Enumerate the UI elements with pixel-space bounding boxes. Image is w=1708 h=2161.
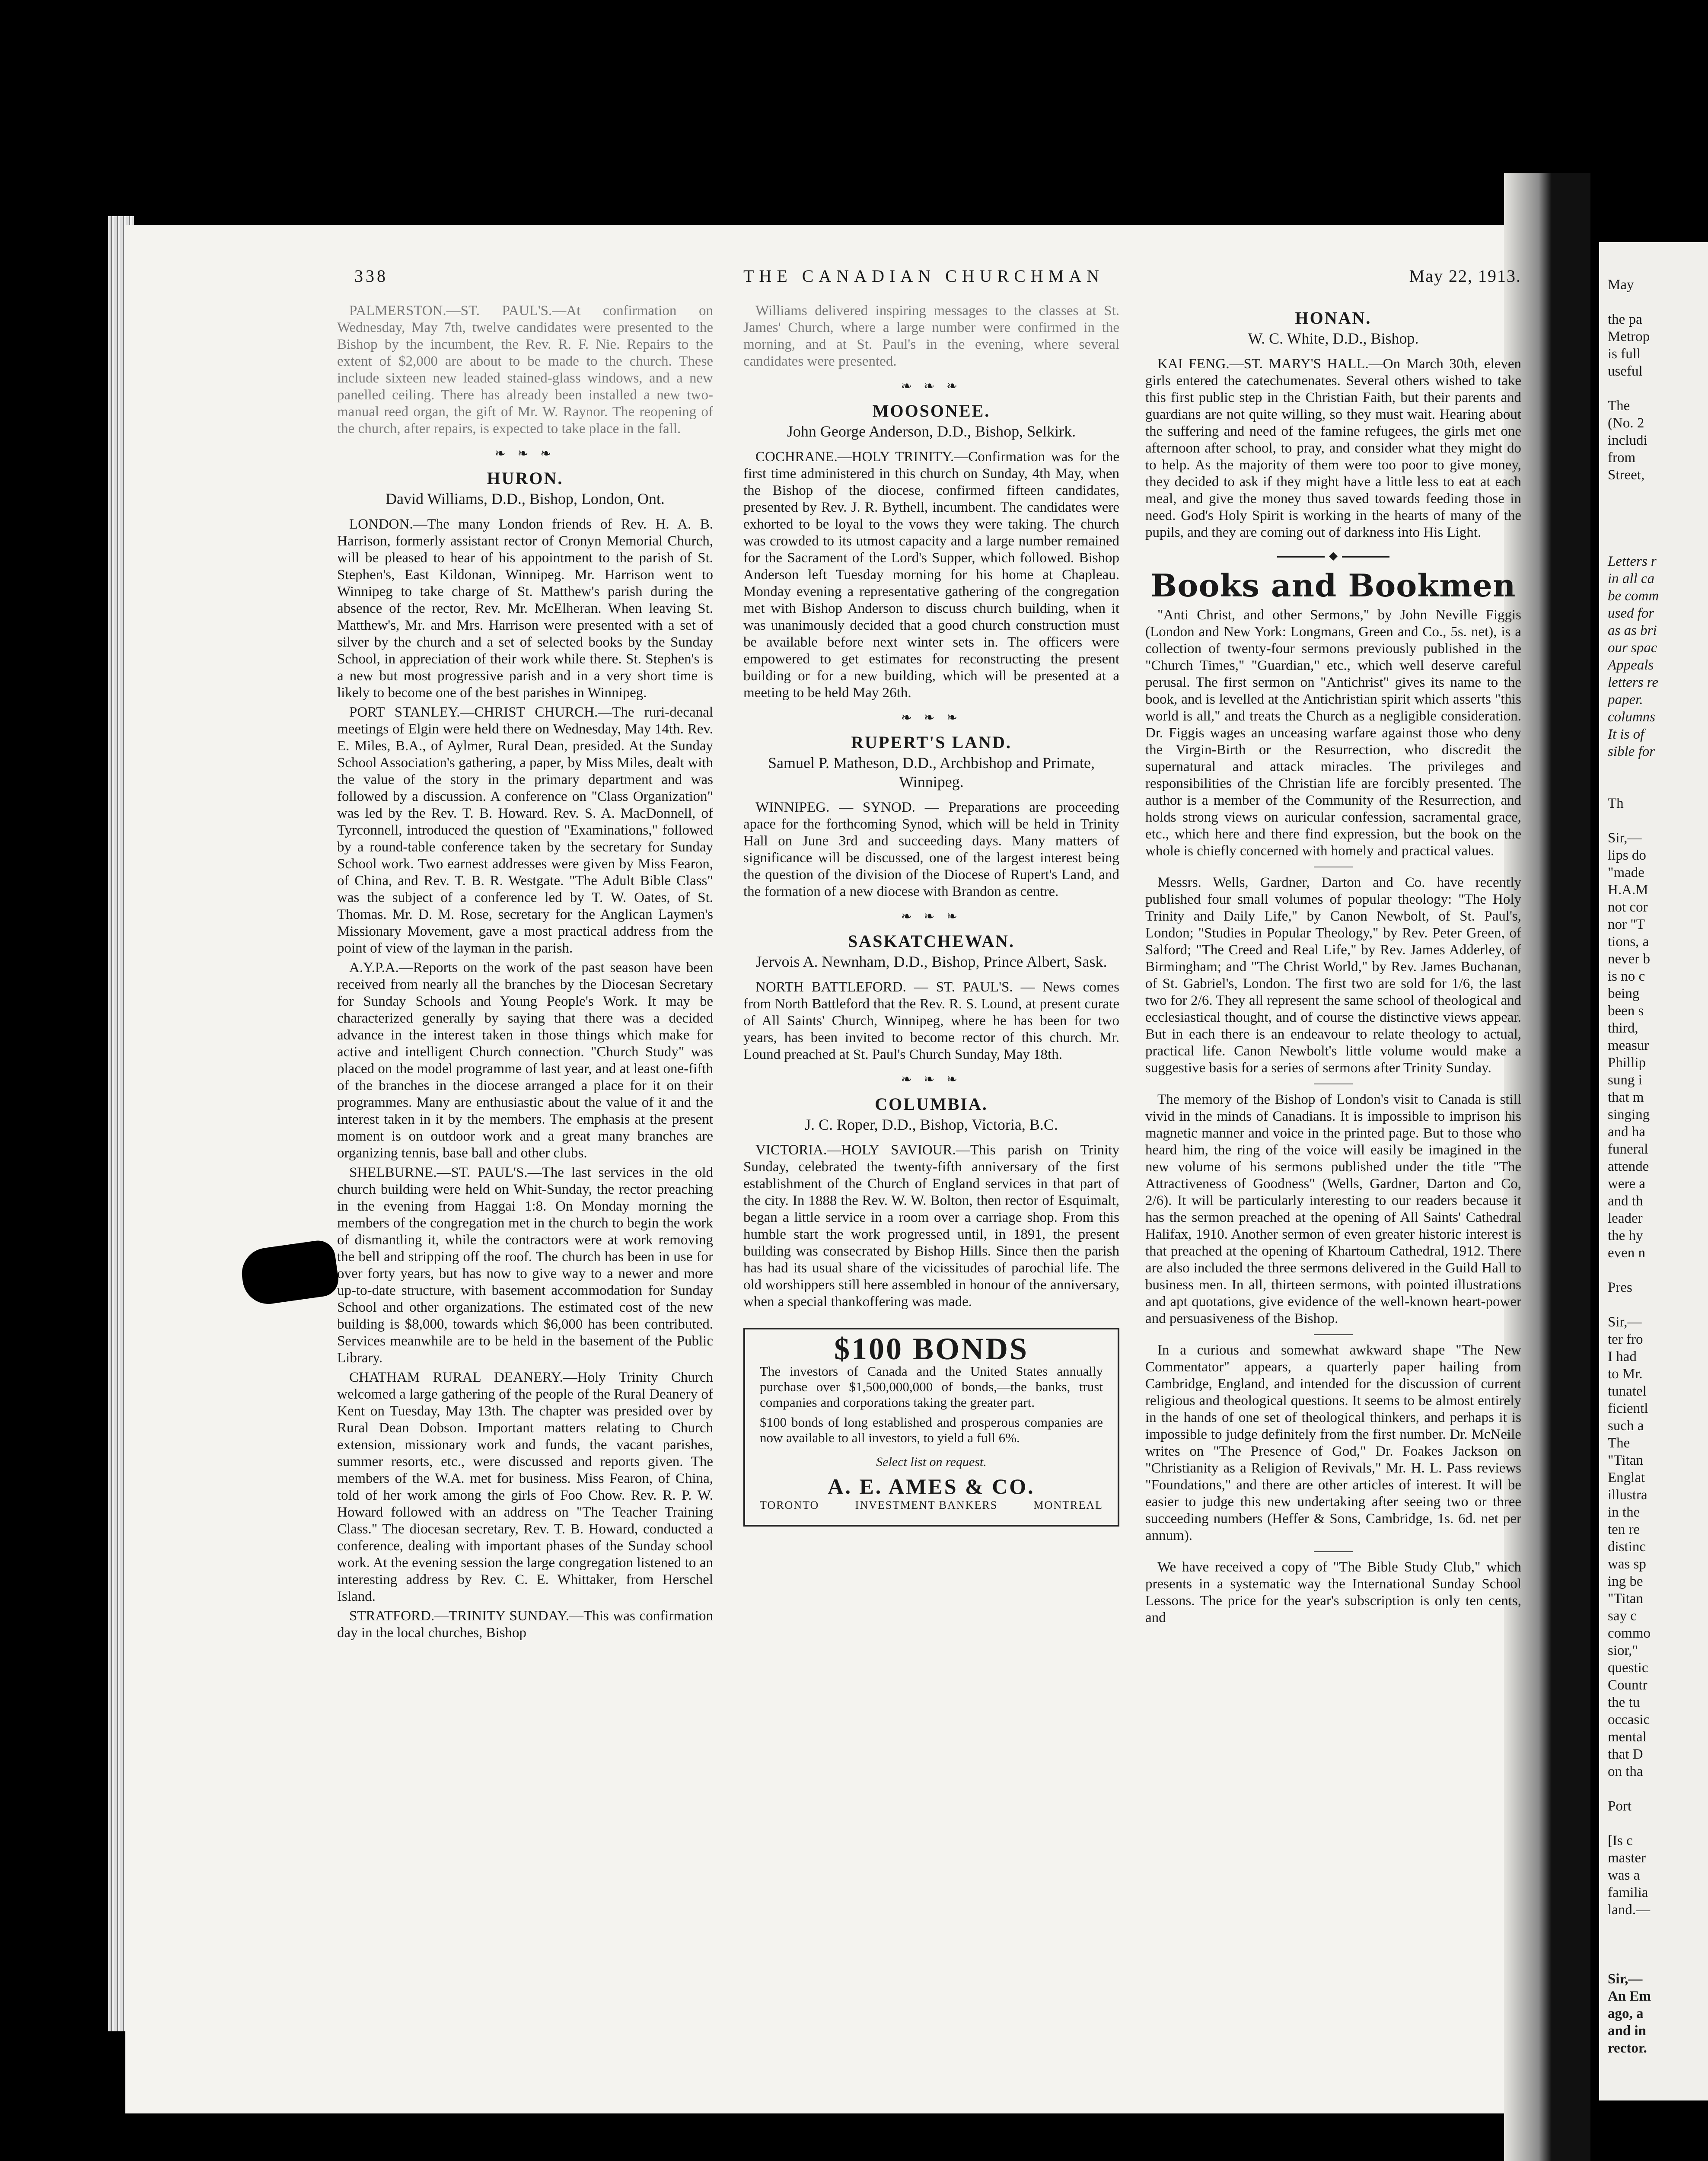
facing-page-line: May bbox=[1608, 277, 1634, 293]
facing-page-line: familia bbox=[1608, 1885, 1648, 1900]
facing-page-line: was a bbox=[1608, 1868, 1640, 1883]
ad-headline: $100 BONDS bbox=[834, 1332, 1029, 1366]
facing-page-line: It is of bbox=[1608, 727, 1644, 742]
facing-page-line: were a bbox=[1608, 1176, 1646, 1192]
facing-page-line: Pres bbox=[1608, 1280, 1632, 1295]
facing-page-line: I had bbox=[1608, 1349, 1637, 1364]
review-bishop-of-london: The memory of the Bishop of London's visit to Canada is still vivid in the minds of Canadians. It is impossible to imprison his magnetic manner and voice in the printed page. But to those who heard him, the ring of the voice will easily be imagined in the new volume of his sermons published under the title "The Attractiveness of Goodness" (Wells, Gardner, Darton and Co, 2/6). It will be particularly interesting to our readers because it has the sermon preached at the opening of All Saints' Cathedral Halifax, 1910. Another sermon of even greater historic interest is that preached at the opening of Khartoum Cathedral, 1912. There are also included the three sermons delivered in the Guild Hall to business men. In all, thirteen sermons, with pointed illustrations and apt quotations, give evidence of the well-known heart-power and persuasiveness of the Bishop. bbox=[1145, 1092, 1521, 1326]
article-shelburne: SHELBURNE.—ST. PAUL'S.—The last services in the old church building were held on Whit-Sunday, the rector preaching in the evening from Haggai 1:8. On Monday morning the members of the congregation met in the church to begin the work of dismantling it, while the contractors were at work removing the bell and stripping off the roof. The church has been in use for over forty years, but has now to give way to a newer and more up-to-date structure, with basement accommodation for Sunday School and other organizations. The estimated cost of the new building is $8,000, towards which $6,000 has been contributed. Services meanwhile are to be held in the basement of the Public Library. bbox=[337, 1165, 713, 1366]
facing-page-line: H.A.M bbox=[1608, 882, 1648, 898]
bishop-line-moosonee: John George Anderson, D.D., Bishop, Selkirk. bbox=[787, 423, 1076, 440]
bishop-line-ruperts-land: Samuel P. Matheson, D.D., Archbishop and Primate, Winnipeg. bbox=[768, 754, 1095, 790]
facing-page-line: the pa bbox=[1608, 312, 1642, 327]
facing-page-line: the hy bbox=[1608, 1228, 1643, 1243]
books-section-heading: Books and Bookmen bbox=[1150, 567, 1516, 604]
facing-page-line: and th bbox=[1608, 1193, 1643, 1209]
facing-page-fragment bbox=[1599, 242, 1708, 2100]
facing-page-line: commo bbox=[1608, 1626, 1651, 1641]
facing-page-line: Sir,— bbox=[1608, 830, 1642, 846]
facing-page-line: to Mr. bbox=[1608, 1366, 1643, 1382]
article-cochrane: COCHRANE.—HOLY TRINITY.—Confirmation was for the first time administered in this church on Sunday, 4th May, when the Bishop of the diocese, confirmed fifteen candidates, presented by Rev. J. R. Bythell, incumbent. The candidates were exhorted to be loyal to the vows they were taking. The church was crowded to its utmost capacity and a large number remained for the Sacrament of the Lord's Supper, which followed. Bishop Anderson left Tuesday morning for his home at Chapleau. Monday evening a representative gathering of the congregation met with Bishop Anderson to discuss church building, when it was unanimously decided that a good church construction must be available before next winter sets in. The officers were empowered to get estimates for reconstructing the present building or for a new building, which will be presented at a meeting to be held May 26th. bbox=[743, 449, 1119, 701]
section-ornament: ❧ ❧ ❧ bbox=[901, 379, 962, 393]
facing-page-line: that m bbox=[1608, 1090, 1644, 1105]
article-stratford-cont: Williams delivered inspiring messages to the classes at St. James' Church, where a large number were confirmed in the morning, and at St. Paul's in the evening, where several candidates were presented. bbox=[743, 303, 1119, 369]
facing-page-line: not cor bbox=[1608, 899, 1648, 915]
facing-page-line: measur bbox=[1608, 1038, 1649, 1053]
facing-page-line: sung i bbox=[1608, 1072, 1642, 1088]
column-2 bbox=[743, 303, 1119, 1527]
facing-page-line: leader bbox=[1608, 1211, 1643, 1226]
facing-page-line: the tu bbox=[1608, 1695, 1640, 1710]
article-stratford: STRATFORD.—TRINITY SUNDAY.—This was confirmation day in the local churches, Bishop bbox=[337, 1608, 713, 1641]
facing-page-line: Th bbox=[1608, 796, 1624, 811]
diocese-heading-honan: HONAN. bbox=[1295, 308, 1372, 328]
facing-page-line: Phillip bbox=[1608, 1055, 1646, 1071]
facing-page-line: The bbox=[1608, 1435, 1630, 1451]
divider-ornament: ◆ bbox=[1145, 547, 1521, 564]
facing-page-line: ten re bbox=[1608, 1522, 1640, 1537]
bishop-line-huron: David Williams, D.D., Bishop, London, Ont. bbox=[386, 490, 665, 507]
facing-page-line: never b bbox=[1608, 951, 1651, 967]
bishop-line-saskatchewan: Jervois A. Newnham, D.D., Bishop, Prince Albert, Sask. bbox=[755, 953, 1107, 970]
running-head bbox=[354, 266, 1521, 292]
facing-page-line: attende bbox=[1608, 1159, 1649, 1174]
review-wells-gardner: Messrs. Wells, Gardner, Darton and Co. have recently published four small volumes of popular theology: "The Holy Trinity and Daily Life," by Canon Newbolt, of St. Paul's, London; "Studies in Popular Theology," by Rev. Peter Green, of Salford; "The Creed and Real Life," by Rev. James Adderley, of Birmingham; and "The Christ World," by Rev. James Buchanan, of St. Gabriel's, London. The first two are sold for 1/6, the last two for 2/6. They all represent the same school of theological and ecclesiastical thought, and of course the distinctive views appear. But in each there is an endeavour to relate theology to actual, practical life. Canon Newbolt's little volume would make a suggestive basis for a series of sermons after Trinity Sunday. bbox=[1145, 875, 1521, 1076]
section-ornament: ❧ ❧ ❧ bbox=[901, 1072, 962, 1087]
facing-page-line: Countr bbox=[1608, 1677, 1647, 1693]
facing-page-line: Port bbox=[1608, 1798, 1632, 1814]
column-1 bbox=[337, 303, 713, 1644]
facing-page-line: illustra bbox=[1608, 1487, 1647, 1503]
facing-page-line: sible for bbox=[1608, 744, 1655, 759]
facing-page-line: distinc bbox=[1608, 1539, 1646, 1555]
facing-page-line: questic bbox=[1608, 1660, 1648, 1676]
facing-page-line: Sir,— bbox=[1608, 1314, 1642, 1330]
facing-page-line: occasic bbox=[1608, 1712, 1650, 1728]
facing-page-line: The bbox=[1608, 398, 1630, 414]
facing-page-line: Sir,— bbox=[1608, 1971, 1643, 1987]
section-ornament: ❧ ❧ ❧ bbox=[901, 711, 962, 725]
facing-page-line: "Titan bbox=[1608, 1591, 1643, 1606]
ad-text-2: $100 bonds of long established and prosperous companies are now available to all investors, to yield a full 6%. bbox=[760, 1415, 1103, 1445]
facing-page-line: (No. 2 bbox=[1608, 415, 1644, 431]
facing-page-line: third, bbox=[1608, 1020, 1638, 1036]
facing-page-line: useful bbox=[1608, 363, 1643, 379]
facing-page-line: sior," bbox=[1608, 1643, 1638, 1658]
facing-page-line: ago, a bbox=[1608, 2006, 1644, 2021]
ad-text-1: The investors of Canada and the United States annually purchase over $1,500,000,000 of bonds,—the banks, trust companies and corporations taking the greater part. bbox=[760, 1364, 1103, 1410]
bonds-advertisement bbox=[743, 1328, 1119, 1527]
facing-page-line: as as bri bbox=[1608, 623, 1657, 638]
section-ornament: ❧ ❧ ❧ bbox=[494, 446, 556, 461]
article-chatham: CHATHAM RURAL DEANERY.—Holy Trinity Church welcomed a large gathering of the people of the Rural Deanery of Kent on Tuesday, May 13th. The chapter was presided over by Rural Dean Dobson. Important matters relating to Church extension, missionary work and funds, the vacant parishes, summer resorts, etc., were discussed and reports given. The members of the W.A. met for business. Miss Fearon, of China, told of her work among the girls of Foo Chow. Rev. R. P. W. Howard followed with an address on "The Teacher Training Class." The diocesan secretary, Rev. T. B. Howard, conducted a conference, dealing with important phases of the Sunday school work. At the evening session the large congregation listened to an interesting address by Rev. C. E. Whittaker, from Herschel Island. bbox=[337, 1370, 713, 1604]
ad-city-montreal: MONTREAL bbox=[1033, 1499, 1103, 1511]
facing-page-line: is full bbox=[1608, 346, 1641, 362]
facing-page-line: ing be bbox=[1608, 1574, 1643, 1589]
ad-footer bbox=[760, 1497, 1103, 1514]
facing-page-line: singing bbox=[1608, 1107, 1650, 1122]
facing-page-line: lips do bbox=[1608, 848, 1646, 863]
issue-date: May 22, 1913. bbox=[1409, 266, 1521, 286]
ad-firm-name: A. E. AMES & CO. bbox=[828, 1474, 1035, 1498]
facing-page-line: paper. bbox=[1608, 692, 1643, 708]
article-palmerston: PALMERSTON.—ST. PAUL'S.—At confirmation on Wednesday, May 7th, twelve candidates were presented to the Bishop by the incumbent, the Rev. R. F. Nie. Repairs to the extent of $2,000 are about to be made to the church. These include sixteen new leaded stained-glass windows, and a new panelled ceiling. There has already been installed a new two-manual reed organ, the gift of Mr. W. Raynor. The reopening of the church, after repairs, is expected to take place in the fall. bbox=[337, 303, 713, 437]
article-kai-feng: KAI FENG.—ST. MARY'S HALL.—On March 30th, eleven girls entered the catechumenates. Several others wished to take this first public step in the Christian Faith, but their parents and guardians are not quite willing, so they must wait. Hearing about the suffering and need of the famine refugees, the girls met one afternoon after school, to pray, and consider what they might do to help. As the majority of them were too poor to give money, they decided to ask if they might have a little less to eat at each meal, and give the money thus saved towards feeding those in need. God's Holy Spirit is working in the hearts of many of the pupils, and they are coming out of darkness into His Light. bbox=[1145, 356, 1521, 540]
article-winnipeg: WINNIPEG. — SYNOD. — Preparations are proceeding apace for the forthcoming Synod, which will be held in Trinity Hall on June 3rd and succeeding days. Many matters of significance will be discussed, one of the largest interest being the question of the division of the Diocese of Rupert's Land, and the formation of a new diocese with Brandon as centre. bbox=[743, 800, 1119, 899]
facing-page-line: mental bbox=[1608, 1729, 1647, 1745]
facing-page-line: land.— bbox=[1608, 1902, 1651, 1918]
facing-page-line: used for bbox=[1608, 606, 1654, 621]
facing-page-line: and ha bbox=[1608, 1124, 1646, 1140]
facing-page-line: columns bbox=[1608, 709, 1655, 725]
facing-page-line: was sp bbox=[1608, 1556, 1646, 1572]
facing-page-line: from bbox=[1608, 450, 1636, 465]
facing-page-line: say c bbox=[1608, 1608, 1637, 1624]
diocese-heading-huron: HURON. bbox=[487, 469, 564, 488]
article-north-battleford: NORTH BATTLEFORD. — ST. PAUL'S. — News comes from North Battleford that the Rev. R. S. Lound, at present curate of All Saints' Church, Winnipeg, where he has been for two years, has been invited to become rector of this church. Mr. Lound preached at St. Paul's Church Sunday, May 18th. bbox=[743, 979, 1119, 1062]
section-ornament: ❧ ❧ ❧ bbox=[901, 909, 962, 924]
column-3 bbox=[1145, 303, 1521, 1629]
divider-rule bbox=[1314, 1334, 1353, 1335]
facing-page-line: Metrop bbox=[1608, 329, 1650, 344]
ad-city-toronto: TORONTO bbox=[760, 1499, 819, 1511]
facing-page-line: being bbox=[1608, 986, 1640, 1001]
facing-page-line: nor "T bbox=[1608, 917, 1645, 932]
facing-page-line: tunatel bbox=[1608, 1383, 1647, 1399]
facing-page-line: Appeals bbox=[1608, 657, 1654, 673]
bishop-line-honan: W. C. White, D.D., Bishop. bbox=[1248, 330, 1419, 347]
facing-page-line: and in bbox=[1608, 2023, 1646, 2039]
facing-page-line: be comm bbox=[1608, 588, 1659, 604]
facing-page-line: "made bbox=[1608, 865, 1644, 880]
facing-page-line: our spac bbox=[1608, 640, 1657, 656]
facing-page-line: in the bbox=[1608, 1504, 1640, 1520]
facing-page-line: even n bbox=[1608, 1245, 1646, 1261]
facing-page-line: Englat bbox=[1608, 1470, 1645, 1485]
facing-page-line: rector. bbox=[1608, 2040, 1647, 2056]
ad-role: INVESTMENT BANKERS bbox=[855, 1499, 998, 1511]
divider-rule bbox=[1314, 1551, 1353, 1552]
diocese-heading-columbia: COLUMBIA. bbox=[875, 1094, 988, 1114]
facing-page-line: Letters r bbox=[1608, 554, 1657, 569]
facing-page-line: that D bbox=[1608, 1747, 1643, 1762]
facing-page-line: in all ca bbox=[1608, 571, 1655, 586]
article-victoria: VICTORIA.—HOLY SAVIOUR.—This parish on Trinity Sunday, celebrated the twenty-fifth anniversary of the first establishment of the Church of England services in that part of the city. In 1888 the Rev. W. W. Bolton, then rector of Esquimalt, began a little service in a room over a carriage shop. From this humble start the work progressed until, in 1891, the present building was consecrated by Bishop Hills. Since then the parish has had its usual share of the vicissitudes of parochial life. The old worshippers still here assembled in honour of the anniversary, when a special thankoffering was made. bbox=[743, 1142, 1119, 1310]
facing-page-line: such a bbox=[1608, 1418, 1644, 1434]
diocese-heading-moosonee: MOOSONEE. bbox=[872, 401, 991, 421]
facing-page-line: "Titan bbox=[1608, 1453, 1643, 1468]
facing-page-line: funeral bbox=[1608, 1141, 1648, 1157]
review-new-commentator: In a curious and somewhat awkward shape "The New Commentator" appears, a quarterly paper hailing from Cambridge, England, and intended for the discussion of current religious and theological questions. It seems to be almost entirely in the hands of one set of theological thinkers, and perhaps it is impossible to judge definitely from the first number. Dr. McNeile writes on "The Presence of God," Dr. Foakes Jackson on "Christianity as a Religion of Revivals," Mr. H. L. Pass reviews "Foundations," and there are other articles of interest. It will be easier to judge this new undertaking after seeing two or three succeeding numbers (Heffer & Sons, Cambridge, 1s. 6d. net per annum). bbox=[1145, 1342, 1521, 1543]
review-anti-christ: "Anti Christ, and other Sermons," by John Neville Figgis (London and New York: Longmans, Green and Co., 5s. net), is a collection of twenty-four sermons previously published in the "Church Times," "Guardian," etc., which well deserve careful perusal. The first sermon on "Antichrist" gives its name to the book, and is levelled at the Antichristian spirit which asserts "this world is all," and treats the Church as a negligible consideration. Dr. Figgis wages an unceasing warfare against those who deny the Virgin-Birth or the Resurrection, who discredit the supernatural and attack miracles. The privileges and responsibilities of the Christian life are forcibly presented. The author is a member of the Community of the Resurrection, and holds strong views on auricular confession, sacramental grace, etc., which here and there find expression, but the book on the whole is chiefly concerned with homely and practical values. bbox=[1145, 607, 1521, 859]
facing-page-line: includi bbox=[1608, 433, 1647, 448]
diocese-heading-saskatchewan: SASKATCHEWAN. bbox=[848, 931, 1015, 951]
facing-page-line: letters re bbox=[1608, 675, 1658, 690]
publication-title: THE CANADIAN CHURCHMAN bbox=[743, 266, 1105, 286]
facing-page-line: An Em bbox=[1608, 1989, 1651, 2004]
facing-page-line: is no c bbox=[1608, 969, 1645, 984]
article-london: LONDON.—The many London friends of Rev. H. A. B. Harrison, formerly assistant rector of Cronyn Memorial Church, will be pleased to hear of his appointment to the parish of St. Stephen's, East Kildonan, Winnipeg. Mr. Harrison went to Winnipeg to take charge of St. Matthew's parish during the absence of the rector, Rev. Mr. McElheran. When leaving St. Matthew's, Mr. and Mrs. Harrison were presented with a set of silver by the church and a set of selected books by the Sunday School, in appreciation of their work while there. St. Stephen's is a new but most progressive parish and in a very short time is likely to become one of the best parishes in Winnipeg. bbox=[337, 516, 713, 701]
facing-page-line: Street, bbox=[1608, 467, 1645, 483]
article-aypa: A.Y.P.A.—Reports on the work of the past season have been received from nearly all the branches by the Diocesan Secretary for Sunday Schools and Young People's Work. It may be characterized generally by saying that there was a decided advance in the interest taken in those things which make for active and intelligent Church connection. "Church Study" was placed on the model programme of last year, and at least one-fifth of the branches in the diocese arranged a place for it on their programmes. Many are enthusiastic about the value of it and the interest taken in it by the members. The emphasis at the present moment is on outdoor work and a great many branches are organizing tennis, base ball and other clubs. bbox=[337, 960, 713, 1161]
facing-page-line: ficientl bbox=[1608, 1401, 1648, 1416]
article-port-stanley: PORT STANLEY.—CHRIST CHURCH.—The ruri-decanal meetings of Elgin were held there on Wednesday, May 14th. Rev. E. Miles, B.A., of Aylmer, Rural Dean, presided. At the Sunday School Association's gathering, a paper, by Miss Miles, dealt with the value of the story in the primary department and was followed by a discussion. A conference on "Class Organization" was led by the Rev. T. B. Howard. Rev. S. A. MacDonnell, of Tyrconnell, introduced the question of "Examinations," followed by a round-table conference taken by the secretary for Sunday School work. Two earnest addresses were given by Miss Fearon, of China, and Rev. T. B. R. Westgate. "The Adult Bible Class" was the subject of a conference led by T. W. Oates, of St. Thomas. Mr. D. M. Rose, secretary for the Anglican Laymen's Missionary Movement, gave a most practical address from the point of view of the layman in the parish. bbox=[337, 704, 713, 956]
facing-page-line: [Is c bbox=[1608, 1833, 1633, 1849]
facing-page-line: been s bbox=[1608, 1003, 1644, 1019]
diocese-heading-ruperts-land: RUPERT'S LAND. bbox=[851, 733, 1012, 752]
page-number: 338 bbox=[354, 266, 388, 286]
ad-select-list: Select list on request. bbox=[876, 1455, 987, 1469]
review-bible-study-club: We have received a copy of "The Bible Study Club," which presents in a systematic way the International Sunday School Lessons. The price for the year's subscription is only ten cents, and bbox=[1145, 1559, 1521, 1626]
facing-page-line: tions, a bbox=[1608, 934, 1649, 950]
facing-page-line: master bbox=[1608, 1850, 1646, 1866]
facing-page-line: on tha bbox=[1608, 1764, 1643, 1779]
facing-page-line: ter fro bbox=[1608, 1332, 1643, 1347]
bishop-line-columbia: J. C. Roper, D.D., Bishop, Victoria, B.C. bbox=[805, 1116, 1058, 1133]
